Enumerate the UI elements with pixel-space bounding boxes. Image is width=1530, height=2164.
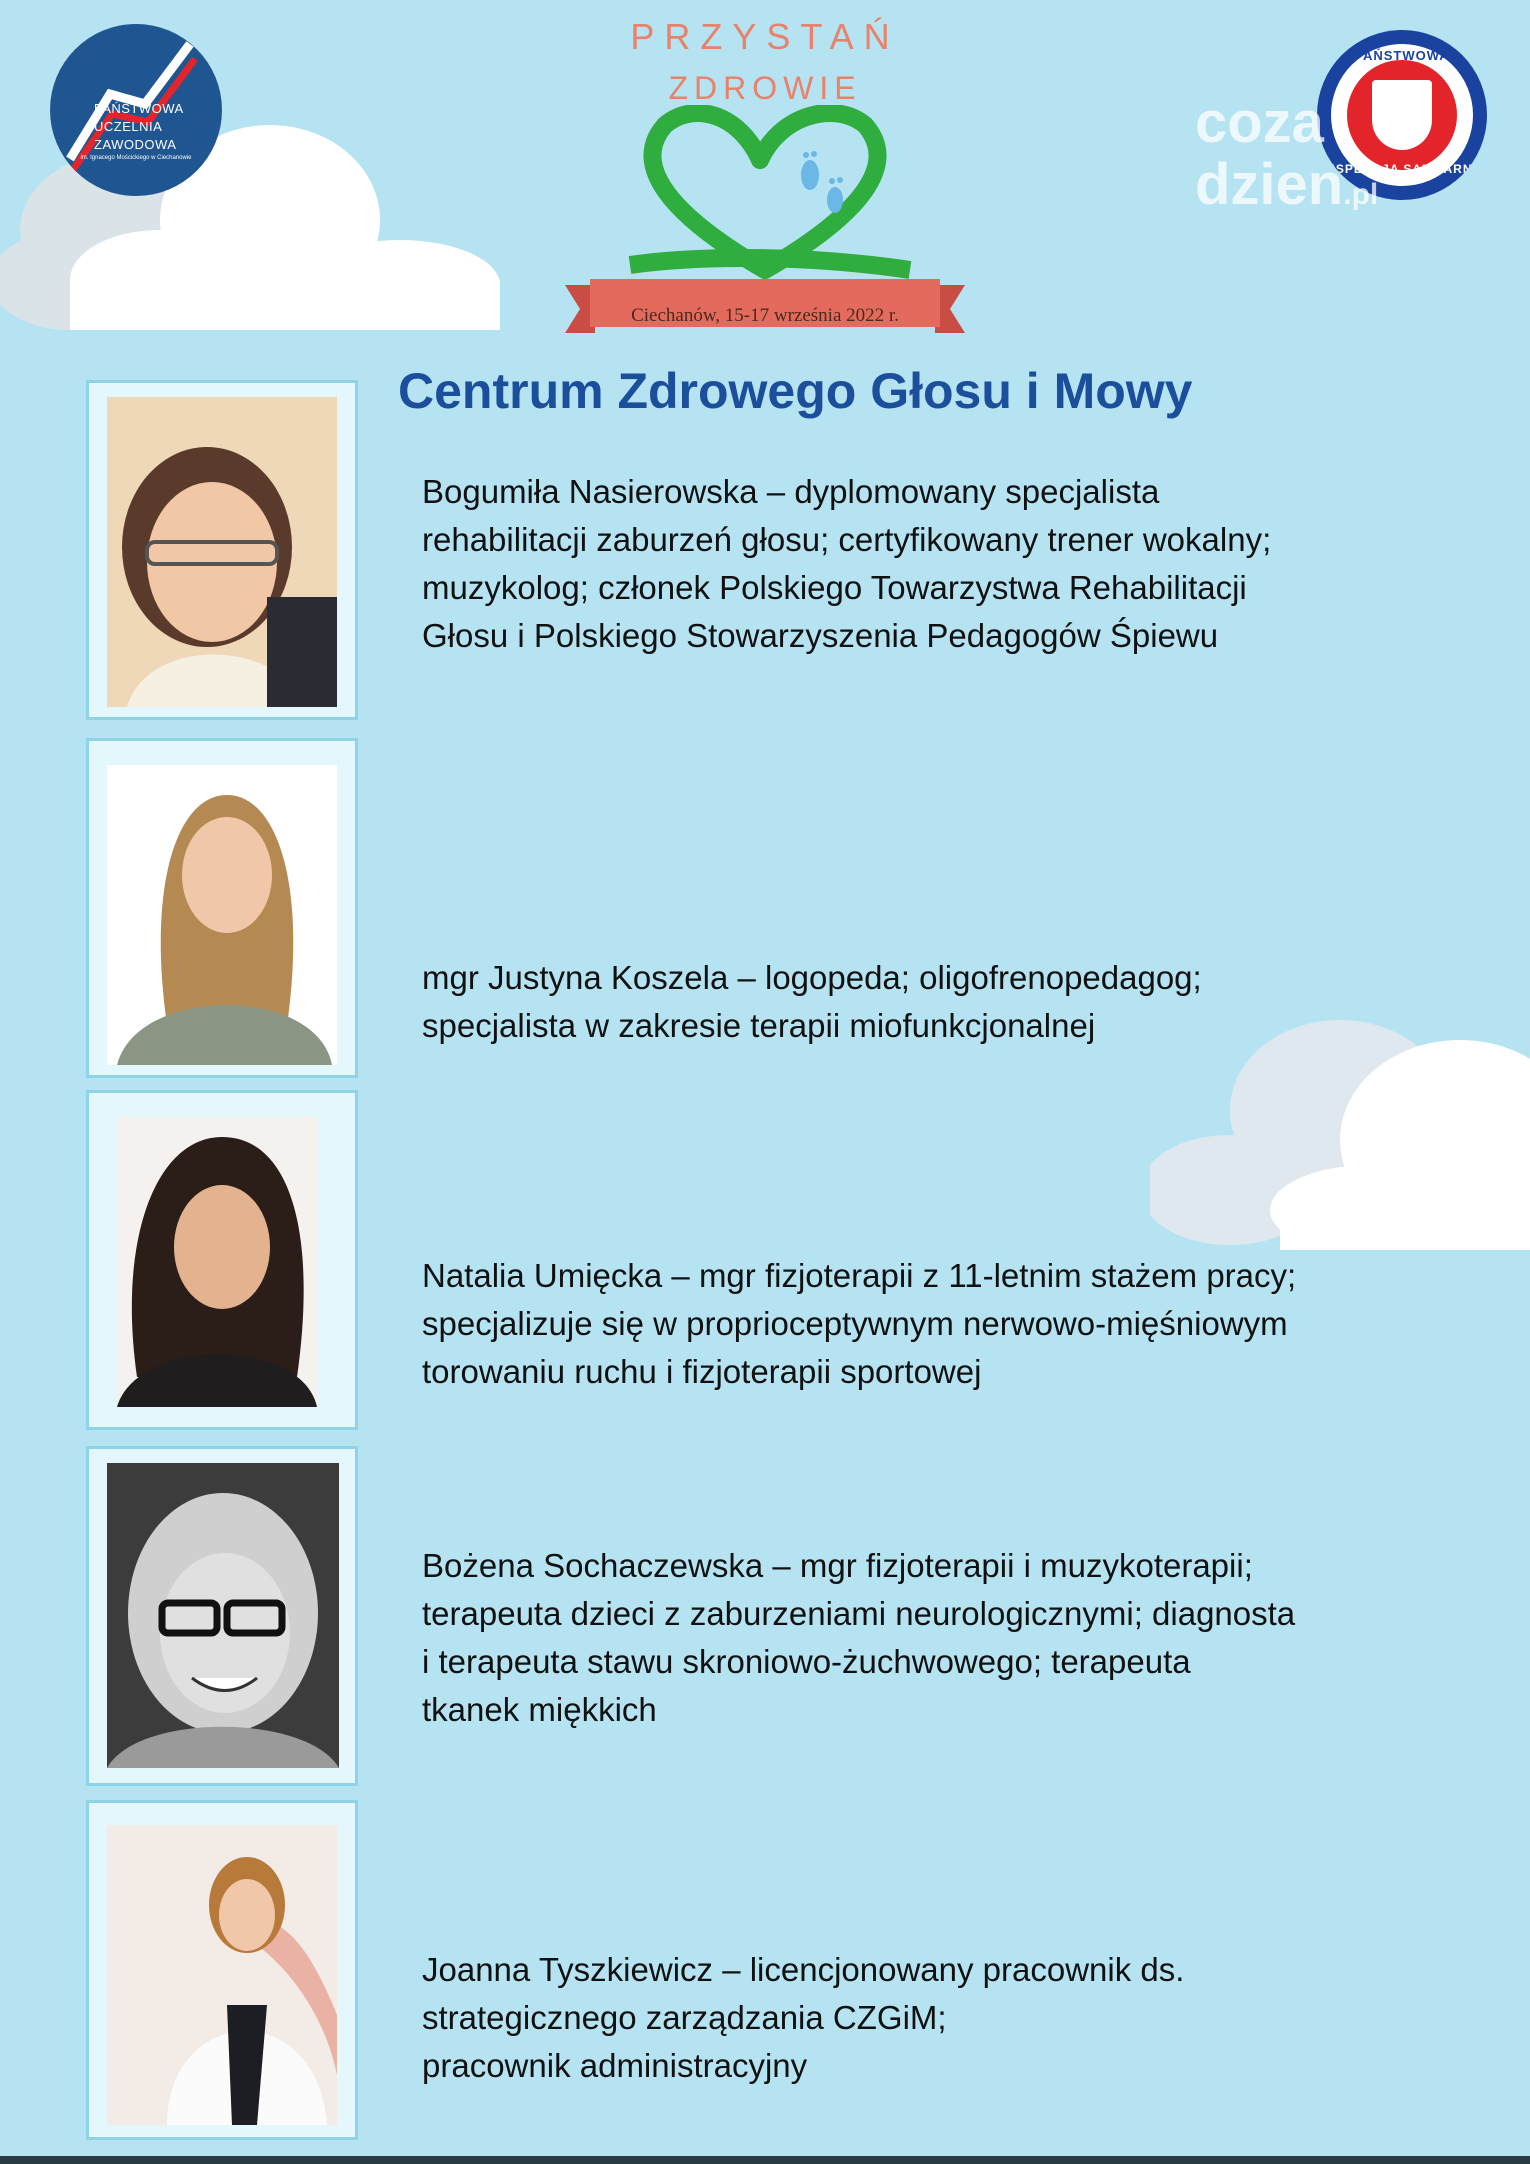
photo-frame [86, 1446, 358, 1786]
person-description [422, 1946, 1184, 2090]
description-line: strategicznego zarządzania CZGiM; [422, 1999, 947, 2036]
description-line: muzykolog; członek Polskiego Towarzystwa Rehabilitacji [422, 569, 1247, 606]
description-line: specjalizuje się w proprioceptywnym nerwowo-mięśniowym [422, 1305, 1288, 1342]
brand-title-line1: PRZYSTAŃ [630, 16, 900, 57]
portrait-photo [107, 1463, 339, 1768]
event-date-text: Ciechanów, 15-17 września 2022 r. [631, 305, 899, 326]
description-line: mgr Justyna Koszela – logopeda; oligofrenopedagog; [422, 959, 1202, 996]
person-description [422, 954, 1202, 1050]
portrait-photo [107, 397, 337, 707]
sanitary-logo-bottom-text: INSPEKCJA SANITARNA [1321, 162, 1483, 176]
page-title: Centrum Zdrowego Głosu i Mowy [398, 363, 1193, 419]
description-line: pracownik administracyjny [422, 2047, 808, 2084]
watermark-suffix: .pl [1343, 178, 1379, 211]
university-logo-text: PAŃSTWOWA UCZELNIA ZAWODOWA [94, 101, 183, 152]
brand-title-line2: ZDROWIE [668, 70, 862, 106]
photo-frame [86, 1090, 358, 1430]
description-line: Natalia Umięcka – mgr fizjoterapii z 11-letnim stażem pracy; [422, 1257, 1297, 1294]
description-line: i terapeuta stawu skroniowo-żuchwowego; terapeuta [422, 1643, 1191, 1680]
description-line: Bogumiła Nasierowska – dyplomowany specjalista [422, 473, 1160, 510]
photo-frame [86, 1800, 358, 2140]
watermark-line1: coza [1195, 90, 1324, 155]
description-line: torowaniu ruchu i fizjoterapii sportowej [422, 1353, 982, 1390]
description-line: Bożena Sochaczewska – mgr fizjoterapii i muzykoterapii; [422, 1547, 1253, 1584]
description-line: terapeuta dzieci z zaburzeniami neurologicznymi; diagnosta [422, 1595, 1296, 1632]
description-line: Głosu i Polskiego Stowarzyszenia Pedagogów Śpiewu [422, 617, 1219, 654]
watermark [1195, 92, 1378, 226]
person-description [422, 1542, 1295, 1734]
description-line: specjalista w zakresie terapii miofunkcjonalnej [422, 1007, 1096, 1044]
bottom-bar [0, 2156, 1530, 2164]
person-description [422, 468, 1271, 660]
person-description [422, 1252, 1296, 1396]
photo-frame [86, 380, 358, 720]
cloud-mid-right [1150, 1010, 1530, 1250]
portrait-photo [107, 765, 337, 1065]
heart-ribbon-icon [610, 105, 920, 285]
watermark-line2: dzien [1195, 152, 1344, 217]
portrait-photo [117, 1117, 317, 1407]
university-logo-subtext: im. Ignacego Mościckiego w Ciechanowie [80, 155, 192, 161]
photo-frame [86, 738, 358, 1078]
description-line: Joanna Tyszkiewicz – licencjonowany pracownik ds. [422, 1951, 1185, 1988]
description-line: tkanek miękkich [422, 1691, 657, 1728]
description-line: rehabilitacji zaburzeń głosu; certyfikowany trener wokalny; [422, 521, 1272, 558]
footprints-icon [801, 151, 843, 213]
portrait-photo [107, 1825, 337, 2125]
sanitary-logo-top-text: PAŃSTWOWA [1354, 48, 1450, 63]
